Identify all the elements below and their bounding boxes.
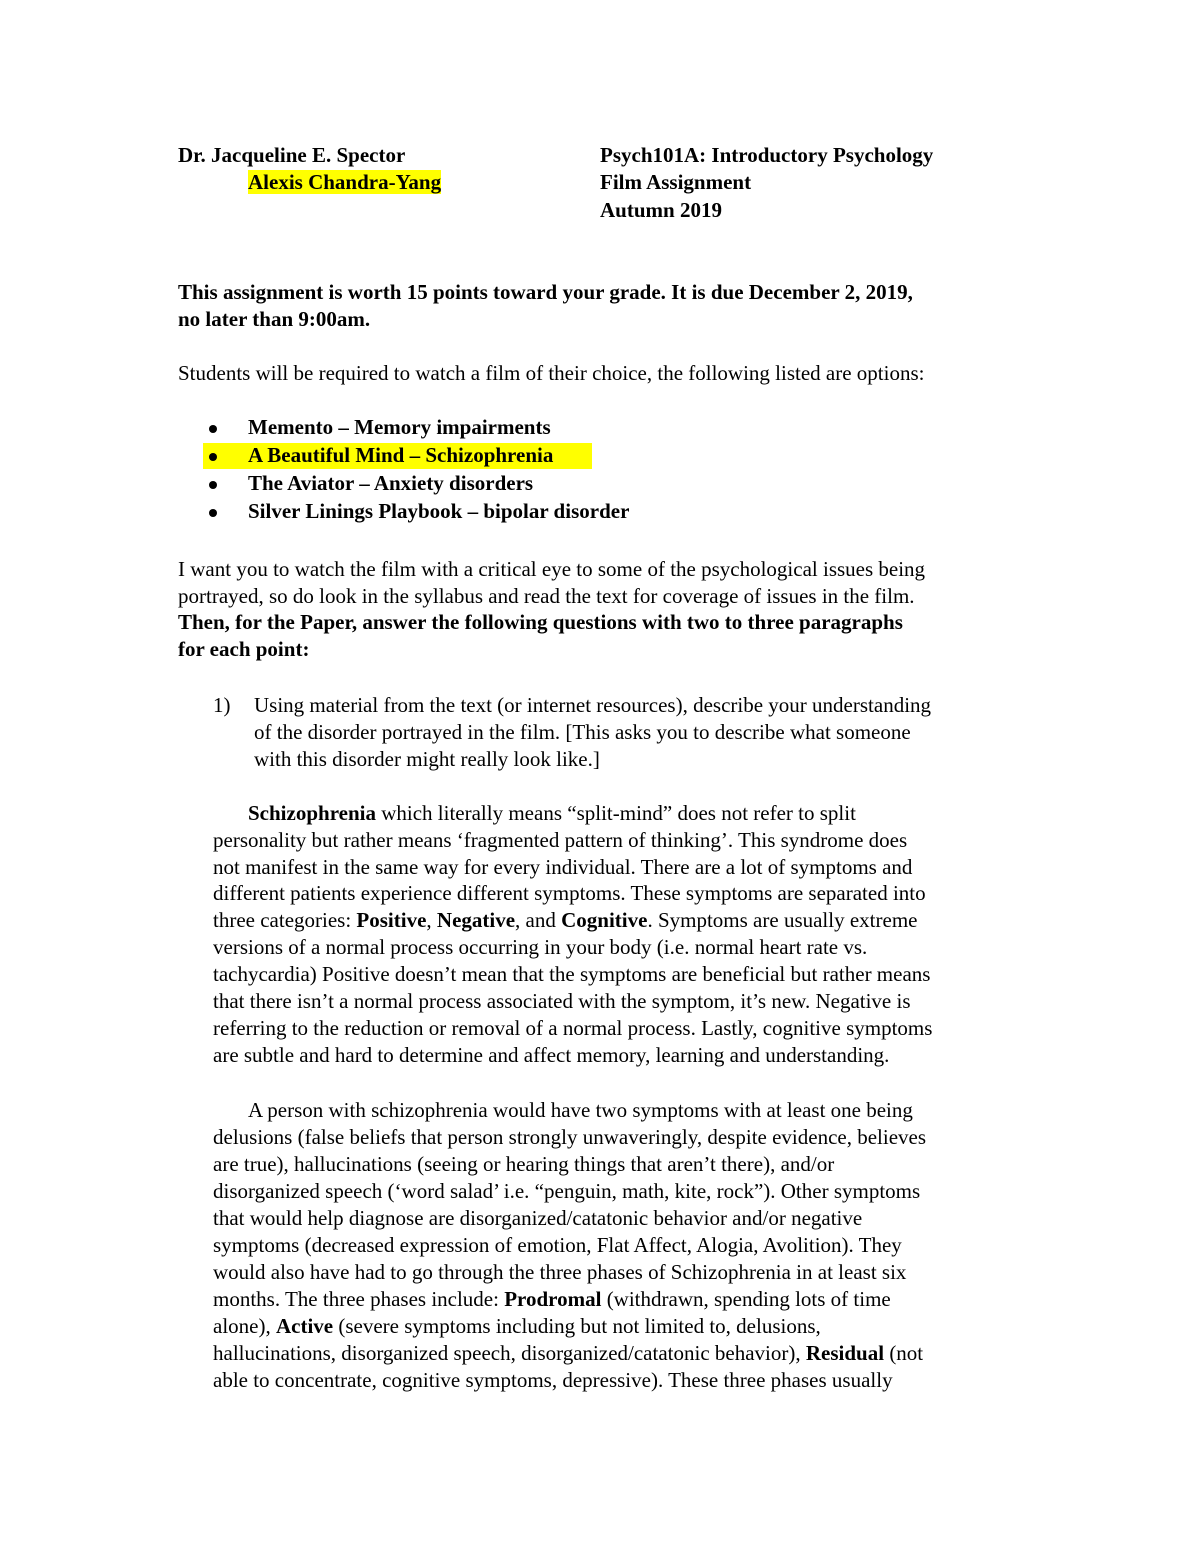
term-schizophrenia: Schizophrenia (248, 801, 376, 825)
term-prodromal: Prodromal (504, 1287, 602, 1311)
answer-text: which literally means “split-mind” does not refer to split (375, 801, 856, 825)
answer-text: (severe symptoms including but not limited to, delusions, (333, 1314, 821, 1338)
answer-line: symptoms (decreased expression of emotion, Flat Affect, Alogia, Avolition). They (213, 1233, 902, 1257)
answer-line: not manifest in the same way for every individual. There are a lot of symptoms and (213, 855, 913, 879)
instructions-line: I want you to watch the film with a critical eye to some of the psychological issues being (178, 557, 926, 581)
term-residual: Residual (805, 1341, 885, 1365)
answer-line: able to concentrate, cognitive symptoms, depressive). These three phases usually (213, 1368, 893, 1392)
answer-text: . Symptoms are usually extreme (647, 908, 918, 932)
answer-line: different patients experience different symptoms. These symptoms are separated into (213, 881, 926, 905)
film-option-selected: A Beautiful Mind – Schizophrenia (248, 443, 554, 467)
answer-line: delusions (false beliefs that person strongly unwaveringly, despite evidence, believes (213, 1125, 927, 1149)
course-title: Psych101A: Introductory Psychology (600, 143, 934, 167)
answer-line (213, 907, 917, 934)
question-line: of the disorder portrayed in the film. [This asks you to describe what someone (254, 720, 911, 744)
assignment-title: Film Assignment (600, 170, 752, 194)
bullet-icon (209, 509, 217, 517)
term-label: Autumn 2019 (600, 198, 722, 222)
answer-line: personality but rather means ‘fragmented pattern of thinking’. This syndrome does (213, 828, 908, 852)
answer-text: three categories: (213, 908, 357, 932)
answer-line (248, 800, 856, 827)
answer-line: would also have had to go through the three phases of Schizophrenia in at least six (213, 1260, 907, 1284)
term-active: Active (275, 1314, 334, 1338)
question-line: with this disorder might really look like.] (254, 747, 600, 771)
instructions-bold-line: Then, for the Paper, answer the following questions with two to three paragraphs (178, 610, 903, 634)
answer-text: hallucinations, disorganized speech, disorganized/catatonic behavior), (213, 1341, 806, 1365)
film-option: Silver Linings Playbook – bipolar disorder (248, 499, 630, 523)
instructions-bold-line: for each point: (178, 637, 310, 661)
answer-line: A person with schizophrenia would have two symptoms with at least one being (248, 1098, 913, 1122)
term-cognitive: Cognitive (561, 908, 648, 932)
answer-text: (withdrawn, spending lots of time (601, 1287, 891, 1311)
instructions-line: portrayed, so do look in the syllabus and read the text for coverage of issues in the film. (178, 584, 915, 608)
answer-line: versions of a normal process occurring in your body (i.e. normal heart rate vs. (213, 935, 868, 959)
answer-text: months. The three phases include: (213, 1287, 505, 1311)
answer-line: that there isn’t a normal process associated with the symptom, it’s new. Negative is (213, 989, 911, 1013)
student-name (248, 169, 441, 196)
question-number: 1) (213, 693, 231, 717)
answer-line: disorganized speech (‘word salad’ i.e. “penguin, math, kite, rock”). Other symptoms (213, 1179, 921, 1203)
answer-text: , and (515, 908, 562, 932)
answer-text: , (426, 908, 437, 932)
student-name-highlight: Alexis Chandra-Yang (248, 170, 442, 194)
bullet-icon (209, 481, 217, 489)
answer-line: are true), hallucinations (seeing or hearing things that aren’t there), and/or (213, 1152, 835, 1176)
answer-text: alone), (213, 1314, 276, 1338)
answer-line: are subtle and hard to determine and affect memory, learning and understanding. (213, 1043, 890, 1067)
worth-notice-line1: This assignment is worth 15 points toward your grade. It is due December 2, 2019, (178, 280, 913, 304)
answer-text: (not (884, 1341, 924, 1365)
answer-line (213, 1286, 891, 1313)
term-positive: Positive (356, 908, 427, 932)
answer-line: referring to the reduction or removal of a normal process. Lastly, cognitive symptoms (213, 1016, 933, 1040)
answer-line: that would help diagnose are disorganized/catatonic behavior and/or negative (213, 1206, 863, 1230)
answer-line: tachycardia) Positive doesn’t mean that the symptoms are beneficial but rather means (213, 962, 931, 986)
film-option: Memento – Memory impairments (248, 415, 551, 439)
answer-line (213, 1340, 923, 1367)
bullet-icon (209, 453, 217, 461)
worth-notice-line2: no later than 9:00am. (178, 307, 371, 331)
students-instruction: Students will be required to watch a film of their choice, the following listed are options: (178, 361, 925, 385)
question-line: Using material from the text (or internet resources), describe your understanding (254, 693, 932, 717)
bullet-icon (209, 425, 217, 433)
instructor-name: Dr. Jacqueline E. Spector (178, 143, 406, 167)
term-negative: Negative (436, 908, 516, 932)
film-option: The Aviator – Anxiety disorders (248, 471, 534, 495)
answer-line (213, 1313, 821, 1340)
